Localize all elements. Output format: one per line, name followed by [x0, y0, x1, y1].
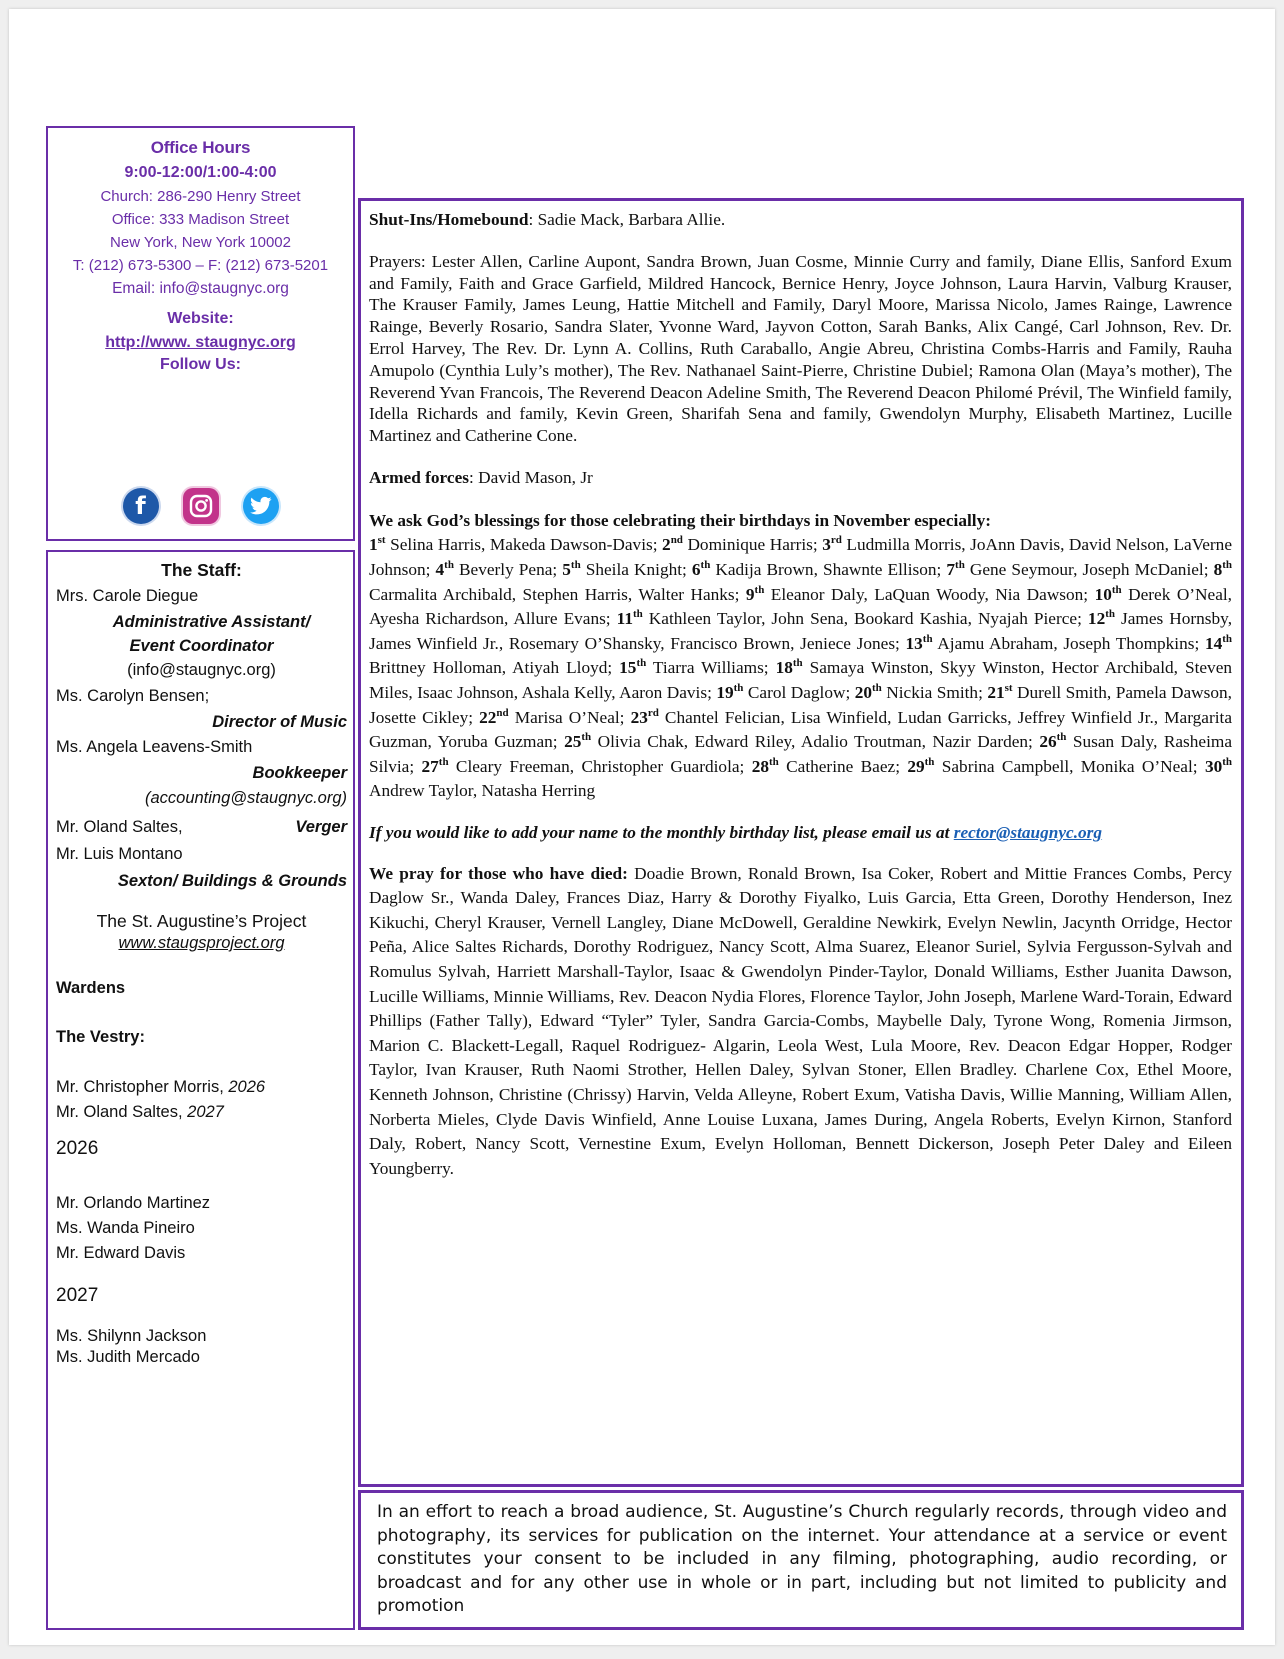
birthday-entry [907, 757, 1205, 776]
birthday-day: 20 [854, 682, 872, 702]
birthday-entry [752, 757, 908, 776]
birthday-day: 26 [1039, 732, 1057, 752]
birthday-entry [369, 535, 662, 554]
birthday-day: 19 [716, 682, 734, 702]
birthdays-heading: We ask God’s blessings for those celebrating their birthdays in November especially: [369, 510, 991, 530]
birthday-day-suffix: rd [647, 706, 659, 719]
warden-entry [56, 1078, 347, 1097]
main-content-box [358, 198, 1244, 1487]
shutins-label: Shut-Ins/Homebound [369, 210, 529, 229]
birthday-day: 18 [775, 658, 793, 678]
staff-role: Bookkeeper [252, 764, 347, 782]
birthday-day-suffix: th [636, 657, 647, 670]
birthday-entry [946, 560, 1213, 579]
vestry-member: Mr. Edward Davis [56, 1244, 186, 1262]
armed-forces-text: : David Mason, Jr [468, 467, 593, 487]
birthday-day-suffix: th [1222, 559, 1233, 572]
staff-name: Mrs. Carole Diegue [56, 587, 199, 605]
birthday-day-suffix: th [570, 559, 581, 572]
died-text: Doadie Brown, Ronald Brown, Isa Coker, Robert and Mittie Frances Combs, Percy Daglow Sr., Wanda Daley, Frances Diaz, Harry & Dorothy Fiyalko, Luis Garcia, Etta Green, Dorothy Henderson, Inez Kikuchi, Cheryl Krauser, Vernell Langley, Diane McDowell, Geraldine Newkirk, Evelyn Newlin, Jacynth Orridge, Hector Peña, Alice Saltes Richards, Dorothy Rodriguez, Nancy Scott, Alma Suarez, Eleanor Suriel, Sylvia Fergusson-Sylvah and Romulus Sylvah, Harriett Marshall-Taylor, Isaac & Gwendolyn Pinder-Taylor, Donald Williams, Esther Juanita Dawson, Lucille Williams, Minnie Williams, Rev. Deacon Nydia Flores, Florence Taylor, John Joseph, Marlene Ward-Torain, Edward Phillips (Father Tally), Edward “Tyler” Tyler, Sandra Garcia-Combs, Maybelle Daly, Tyrone Wong, Romenia Jirmson, Marion C. Blackett-Legall, Raquel Rodriguez- Algarin, Leola West, Lula Moore, Rev. Deacon Edgar Hopper, Rodger Taylor, Ivan Krauser, Ruth Naomi Strother, Hellen Daley, Sylvan Stoner, Ellen Bradley. Charlene Cox, Ethel Moore, Kenneth Johnson, Christine (Chrissy) Harvin, Velda Alleyne, Robert Exum, Vatisha Davis, Willie Manning, William Allen, Norberta Mieles, Clyde Davis Winfield, Anne Louise Luxana, James During, Angela Roberts, Evelyn Kirnon, Stanford Daly, Robert, Nancy Scott, Vernestine Exum, Evelyn Holloman, Bennett Dickerson, Joseph Peter Daley and Eileen Youngberry. [369, 863, 1232, 1178]
website-link[interactable]: http://www. staugnyc.org [105, 334, 296, 351]
birthday-day-suffix: th [872, 682, 882, 695]
office-hours-times: 9:00-12:00/1:00-4:00 [124, 164, 277, 181]
birthday-entry [564, 732, 1039, 751]
birthday-day-suffix: th [1056, 731, 1067, 744]
birthday-list-note [369, 822, 1232, 844]
staff-role: Event Coordinator [129, 637, 274, 655]
shutins-text: : Sadie Mack, Barbara Allie. [528, 210, 726, 229]
birthday-names: Chantel Felician, Lisa Winfield, Ludan Garricks, Jeffrey Winfield Jr., Margarita Guzman, Yoruba Guzman; [369, 707, 1232, 752]
birthday-day-suffix: th [768, 755, 779, 768]
birthday-day: 14 [1204, 633, 1223, 653]
birthdays-paragraph [369, 509, 1232, 804]
birthday-day: 11 [616, 609, 633, 629]
phone-line: T: (212) 673-5300 – F: (212) 673-5201 [72, 257, 329, 274]
birthday-names: Susan Daly, Rasheima Silvia; [369, 732, 1233, 776]
birthday-names: Carmalita Archibald, Stephen Harris, Walter Hanks; [369, 584, 746, 604]
instagram-glyph-icon [189, 494, 213, 518]
birthday-names: Ajamu Abraham, Joseph Thompkins; [932, 633, 1205, 653]
birthday-names: Carol Daglow; [743, 682, 855, 702]
birthday-day: 2 [662, 535, 671, 555]
media-consent-notice: In an effort to reach a broad audience, St. Augustine’s Church regularly records, through video and photography, its services for publication on the internet. Your attendance at a service or event constitutes your consent to be included in any filming, photographing, audio recording, or broadcast and for any other use in whole or in part, including but not limited to publicity and promotion [358, 1490, 1244, 1630]
birthday-names: Gene Seymour, Joseph McDaniel; [964, 559, 1214, 579]
church-address: Church: 286-290 Henry Street [100, 188, 301, 205]
birthday-day-suffix: th [444, 559, 454, 572]
birthday-day: 21 [987, 682, 1005, 702]
birthday-day: 4 [435, 559, 445, 579]
birthday-day: 12 [1087, 609, 1106, 629]
armed-forces-paragraph [369, 467, 1232, 489]
birthday-names: Dominique Harris; [682, 535, 823, 555]
birthday-day: 8 [1213, 559, 1223, 579]
facebook-icon[interactable]: f [123, 488, 159, 524]
office-hours-box [46, 126, 355, 541]
vestry-year-2026: 2026 [56, 1138, 99, 1159]
birthday-day: 13 [905, 633, 923, 653]
birthday-entry [662, 535, 822, 554]
birthday-day: 23 [630, 707, 648, 727]
birthday-names: Andrew Taylor, Natasha Herring [369, 781, 596, 801]
email-line: Email: info@staugnyc.org [112, 280, 289, 297]
birthday-names: Derek O’Neal, Ayesha Richardson, Allure Evans; [369, 584, 1232, 629]
birthday-names: Tiarra Williams; [646, 658, 776, 678]
birthday-entry [562, 560, 692, 579]
warden-name: Mr. Oland Saltes, [56, 1103, 188, 1121]
birthday-entry [617, 609, 1088, 628]
birthday-names: Marisa O’Neal; [508, 707, 631, 727]
staff-verger-row [56, 818, 347, 837]
project-name: The St. Augustine’s Project [96, 911, 307, 931]
birthday-day-suffix: nd [670, 534, 683, 547]
birthday-day-suffix: th [1111, 583, 1122, 596]
staff-role: Director of Music [212, 713, 347, 731]
birthday-names: Selina Harris, Makeda Dawson-Davis; [385, 535, 663, 555]
birthday-day-suffix: th [1105, 608, 1115, 621]
vestry-member: Ms. Judith Mercado [56, 1348, 200, 1366]
staff-box [46, 550, 355, 1630]
birthday-day-suffix: st [377, 534, 386, 547]
warden-term: 2026 [228, 1078, 266, 1096]
staff-role: Verger [295, 818, 347, 836]
birthday-names: Ludmilla Morris, JoAnn Davis, David Nelson, LaVerne Johnson; [369, 535, 1232, 579]
birthday-names: Olivia Chak, Edward Riley, Adalio Troutman, Nazir Darden; [591, 732, 1040, 752]
birthday-day-suffix: th [632, 608, 643, 621]
birthday-day-suffix: th [1222, 755, 1232, 768]
warden-term: 2027 [187, 1103, 224, 1121]
birthday-day-suffix: th [438, 755, 449, 768]
staff-heading: The Staff: [161, 560, 242, 580]
birthday-entry [692, 560, 946, 579]
vestry-member: Ms. Wanda Pineiro [56, 1219, 195, 1237]
birthday-entry [479, 708, 630, 727]
birthday-day: 25 [564, 732, 582, 752]
prayers-paragraph: Prayers: Lester Allen, Carline Aupont, Sandra Brown, Juan Cosme, Minnie Curry and family, Diane Ellis, Sanford Exum and Family, Faith and Grace Garfield, Mildred Hancock, Bernice Henry, Joyce Johnson, Laura Harvin, Valburg Krauser, The Krauser Family, James Leung, Hattie Mitchell and Family, Daryl Moore, Marissa Nicolo, James Rainge, Lawrence Rainge, Beverly Rosario, Sandra Slater, Yvonne Ward, Jayvon Cotton, Sarah Banks, Alix Cangé, Carl Johnson, Rev. Dr. Errol Harvey, The Rev. Dr. Lynn A. Collins, Ruth Caraballo, Angie Abreu, Christina Combs-Harris and Family, Rauha Amupolo (Cynthia Luly’s mother), The Rev. Nathanael Saint-Pierre, Christine Dubiel; Ramona Olan (Maya’s mother), The Reverend Yvan Francois, The Reverend Deacon Adeline Smith, The Reverend Deacon Philomé Prévil, The Winfield family, Idella Richards and family, Kevin Green, Sharifah Sena and family, Gwendolyn Murphy, Elisabeth Martinez, Lucille Martinez and Catherine Cone. [369, 251, 1232, 446]
birthday-day-suffix: th [700, 559, 711, 572]
birthday-day-suffix: nd [496, 706, 509, 719]
staff-name: Ms. Angela Leavens-Smith [56, 738, 253, 756]
birthday-day-suffix: th [922, 632, 933, 645]
birthday-entry [436, 560, 563, 579]
birthday-day: 30 [1204, 756, 1223, 776]
follow-us-label: Follow Us: [160, 356, 241, 373]
twitter-bird-icon [250, 496, 272, 516]
staff-email: (accounting@staugnyc.org) [144, 789, 347, 807]
birthday-names: Samaya Winston, Skyy Winston, Hector Archibald, Steven Miles, Isaac Johnson, Ashala Kelly, Aaron Davis; [369, 658, 1233, 702]
birthday-day: 1 [369, 535, 378, 555]
birthday-names: Kathleen Taylor, John Sena, Bookard Kashia, Nyajah Pierce; [642, 609, 1088, 629]
birthday-entry [619, 658, 775, 677]
birthday-day: 22 [479, 707, 497, 727]
birthday-names: Brittney Holloman, Atiyah Lloyd; [369, 658, 620, 678]
birthday-day: 29 [907, 756, 925, 776]
rector-email-link[interactable]: rector@staugnyc.org [953, 822, 1103, 842]
birthday-day: 9 [745, 584, 755, 604]
birthday-day: 27 [421, 756, 439, 776]
shutins-paragraph [369, 209, 1232, 231]
birthday-entry [422, 757, 752, 776]
birthday-day: 3 [822, 535, 831, 555]
birthday-names: Sabrina Campbell, Monika O’Neal; [934, 756, 1205, 776]
birthday-day-suffix: th [733, 682, 744, 695]
vestry-member: Ms. Shilynn Jackson [56, 1327, 207, 1345]
birthday-day-suffix: th [581, 731, 592, 744]
birthday-day-suffix: th [955, 559, 965, 572]
birthday-entry [855, 683, 988, 702]
bulletin-page [9, 9, 1275, 1645]
twitter-icon[interactable] [243, 488, 279, 524]
social-icons [48, 488, 353, 524]
died-paragraph [369, 862, 1232, 1182]
office-address: Office: 333 Madison Street [111, 211, 290, 228]
staff-email: (info@staugnyc.org) [127, 661, 276, 679]
birthday-names: Kadija Brown, Shawnte Ellison; [710, 559, 947, 579]
birthday-names: Durell Smith, Pamela Dawson, Josette Cikley; [369, 682, 1232, 727]
birthday-day-suffix: th [924, 755, 935, 768]
instagram-icon[interactable] [183, 488, 219, 524]
vestry-heading: The Vestry: [56, 1028, 145, 1046]
birthday-day-suffix: rd [830, 534, 842, 547]
staff-role: Administrative Assistant/ [112, 613, 311, 631]
city-line: New York, New York 10002 [110, 234, 291, 251]
birthday-day: 15 [619, 658, 637, 678]
staff-name: Ms. Carolyn Bensen; [56, 687, 210, 705]
birthday-names: Nickia Smith; [881, 682, 988, 702]
birthday-day: 10 [1094, 584, 1112, 604]
birthday-day-suffix: st [1004, 682, 1013, 695]
died-label: We pray for those who have died: [369, 863, 628, 883]
vestry-member: Mr. Orlando Martinez [56, 1194, 211, 1212]
birthday-names: Cleary Freeman, Christopher Guardiola; [448, 756, 752, 776]
birthday-day: 6 [691, 559, 701, 579]
project-link[interactable]: www.staugsproject.org [118, 934, 285, 952]
website-label: Website: [167, 310, 234, 327]
birthday-entry [906, 634, 1205, 653]
warden-name: Mr. Christopher Morris, [56, 1078, 229, 1096]
staff-name: Mr. Luis Montano [56, 845, 183, 863]
birthday-day-suffix: th [1222, 632, 1232, 645]
birthday-day: 7 [946, 559, 956, 579]
birthday-entry [716, 683, 854, 702]
birthday-day-suffix: th [754, 583, 765, 596]
armed-forces-label: Armed forces [369, 467, 469, 487]
birthday-day: 28 [751, 756, 769, 776]
birthday-day: 5 [562, 559, 571, 579]
birthday-names: Sheila Knight; [580, 559, 692, 579]
birthday-names: Eleanor Daly, LaQuan Woody, Nia Dawson; [764, 584, 1095, 604]
staff-role: Sexton/ Buildings & Grounds [117, 872, 347, 890]
birthday-entry [746, 585, 1095, 604]
staff-name: Mr. Oland Saltes, [56, 818, 183, 836]
vestry-year-2027: 2027 [56, 1285, 99, 1306]
wardens-heading: Wardens [56, 979, 126, 997]
birthday-names: Beverly Pena; [453, 559, 563, 579]
birthday-names: Catherine Baez; [778, 756, 908, 776]
office-hours-title: Office Hours [150, 138, 251, 157]
birthday-note-text: If you would like to add your name to the monthly birthday list, please email us at [369, 822, 950, 842]
birthday-names: James Hornsby, James Winfield Jr., Rosemary O’Shansky, Francisco Brown, Jeniece Jones; [369, 609, 1233, 653]
warden-entry [56, 1103, 347, 1122]
birthday-day-suffix: th [792, 657, 803, 670]
